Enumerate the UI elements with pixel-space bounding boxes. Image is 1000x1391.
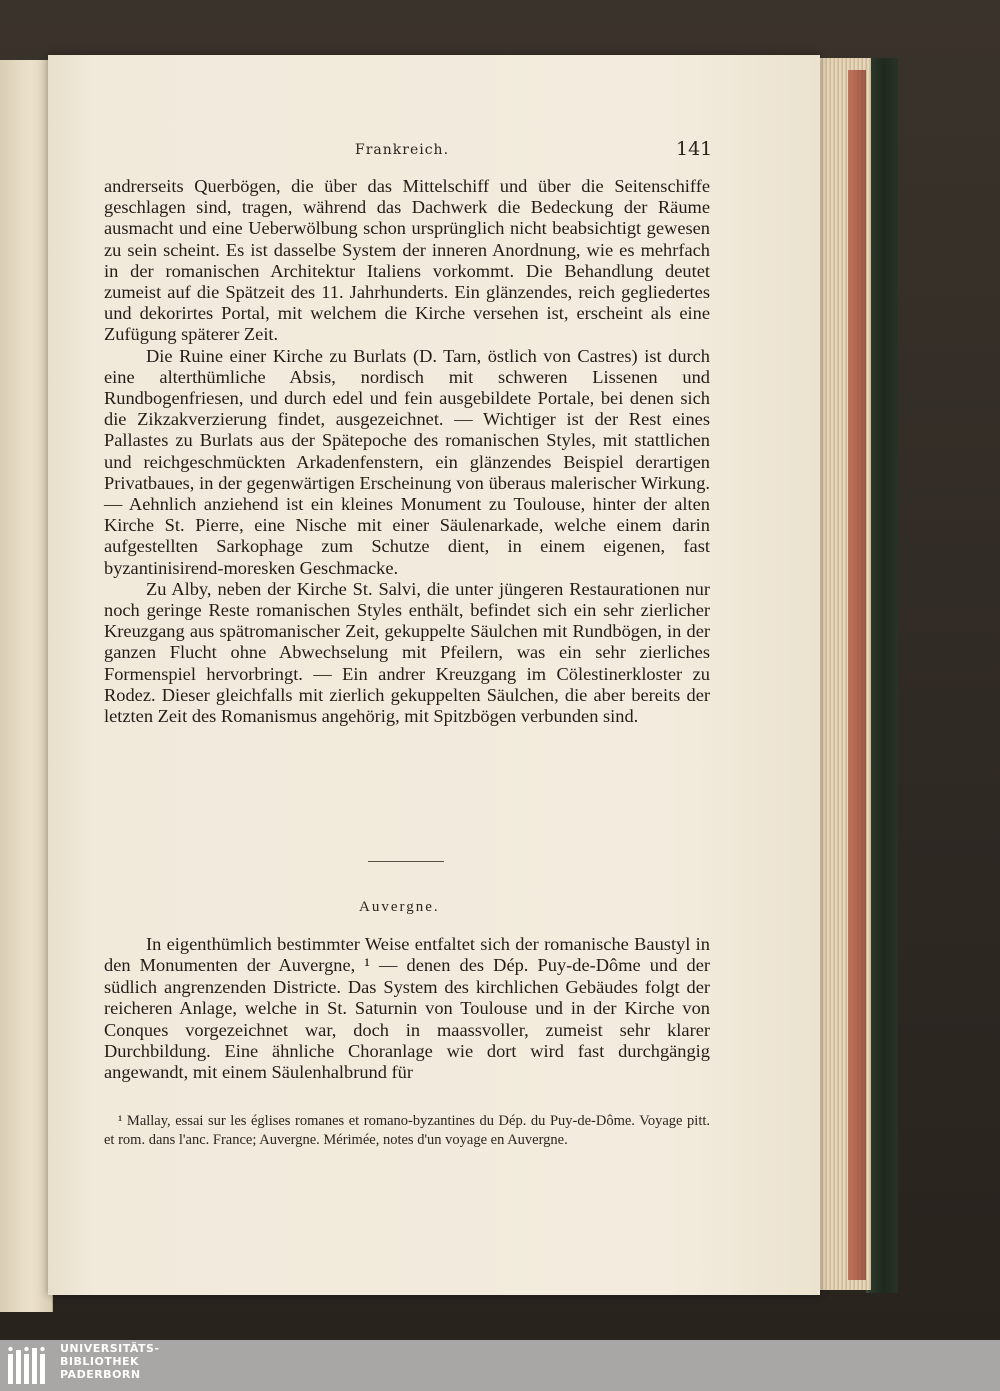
library-name [60,1342,160,1381]
page-number: 141 [676,138,713,160]
left-page-edge [0,60,53,1312]
library-name-line: PADERBORN [60,1368,141,1381]
paragraph: Die Ruine einer Kirche zu Burlats (D. Tarn, östlich von Castres) ist durch eine alterthümliche Absis, nordisch mit schweren Lissenen und Rundbogenfriesen, und durch edel und fein ausgebildete Portale, bei denen sich die Zikzakverzierung findet, ausgezeichnet. — Wichtiger ist der Rest eines Pallastes zu Burlats aus der Spätepoche des romanischen Styles, mit stattlichen und reichgeschmückten Arkadenfenstern, ein glänzendes Beispiel derartigen Privatbaues, in der gegenwärtigen Erscheinung von überaus malerischer Wirkung. — Aehnlich anziehend ist ein kleines Monument zu Toulouse, hinter der alten Kirche St. Pierre, eine Nische mit einer Säulenarkade, welche einem darin aufgestellten Sarkophage zum Schutze dient, in einem eigenen, fast byzantinisirend-moresken Geschmacke. [104,345,710,578]
library-name-line: BIBLIOTHEK [60,1355,140,1368]
footnote [104,1112,710,1150]
running-title: Frankreich. [355,142,450,158]
library-name-line: UNIVERSITÄTS- [60,1342,160,1355]
section-divider [368,861,444,862]
section-text [104,934,710,1084]
main-text [104,176,710,727]
page-block-red-edge [848,70,866,1280]
footnote-text: ¹ Mallay, essai sur les églises romanes et romano-byzantines du Dép. du Puy-de-Dôme. Voyage pitt. et rom. dans l'anc. France; Auvergne. Mérimée, notes d'un voyage en Auvergne. [104,1113,710,1148]
section-heading: Auvergne. [359,899,440,915]
paragraph: andrerseits Querbögen, die über das Mittelschiff und über die Seitenschiffe geschlagen sind, tragen, während das Dachwerk die Bedeckung der Räume ausmacht und eine Ueberwölbung schon ursprünglich nicht beabsichtigt gewesen zu sein scheint. Es ist dasselbe System der inneren Anordnung, wie es mehrfach in der romanischen Architektur Italiens vorkommt. Die Behandlung deutet zumeist auf die Spätzeit des 11. Jahrhunderts. Ein glänzendes, reich gegliedertes und dekorirtes Portal, mit welchem die Kirche versehen ist, erscheint als eine Zufügung späterer Zeit. [104,176,710,345]
paragraph: Zu Alby, neben der Kirche St. Salvi, die unter jüngeren Restaurationen nur noch geringe Reste romanischen Styles enthält, befindet sich ein sehr zierlicher Kreuzgang aus spätromanischer Zeit, gekuppelte Säulchen mit Rundbögen, in der ganzen Flucht ohne Abwechselung mit Pfeilern, was ein sehr zierliches Formenspiel hervorbringt. — Ein andrer Kreuzgang im Cölestinerkloster zu Rodez. Dieser gleichfalls mit zierlich gekuppelten Säulchen, die aber bereits der letzten Zeit des Romanismus angehörig, mit Spitzbögen verbunden sind. [104,578,710,727]
library-logo-icon [6,1344,54,1388]
paragraph: In eigenthümlich bestimmter Weise entfaltet sich der romanische Baustyl in den Monumenten der Auvergne, ¹ — denen des Dép. Puy-de-Dôme und der südlich angrenzenden Districte. Das System des kirchlichen Gebäudes folgt der reicheren Anlage, welche in St. Saturnin von Toulouse und in der Kirche von Conques vorgezeichnet war, doch in maassvoller, zumeist sehr klarer Durchbildung. Eine ähnliche Choranlage wie dort wird fast durchgängig angewandt, mit einem Säulenhalbrund für [104,934,710,1083]
